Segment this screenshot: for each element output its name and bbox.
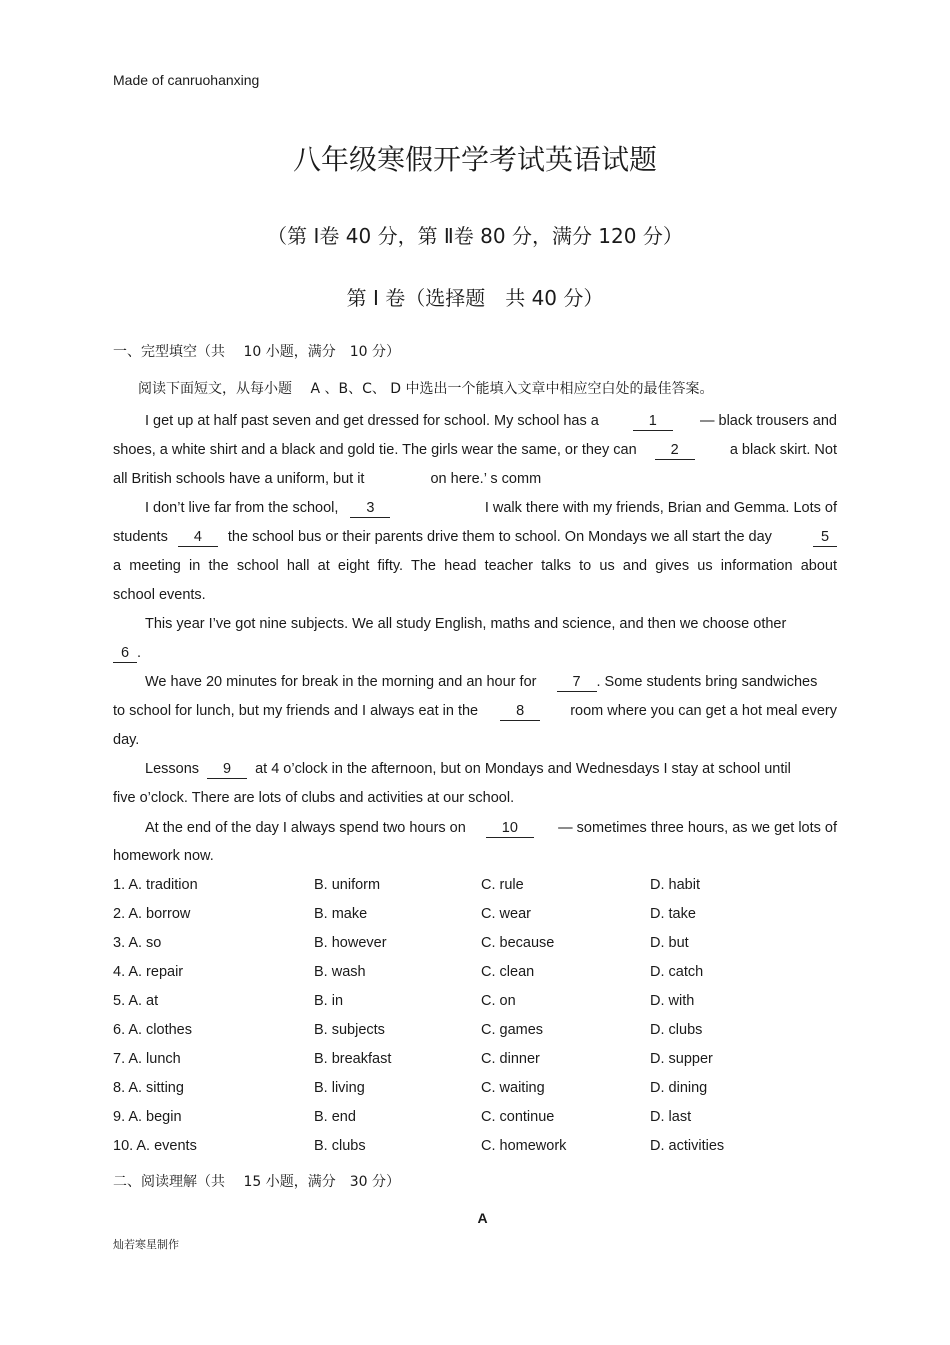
option: B. breakfast bbox=[314, 1051, 392, 1067]
passage-line: This year I’ve got nine subjects. We all study English, maths and science, and then we choose other bbox=[145, 616, 787, 632]
passage-line: I get up at half past seven and get dressed for school. My school has a 1 — black trousers and bbox=[145, 413, 837, 429]
blank-1: 1 bbox=[633, 412, 673, 431]
footer-note: 灿若寒星制作 bbox=[113, 1238, 179, 1251]
option: B. living bbox=[314, 1080, 365, 1096]
blank-8: 8 bbox=[500, 702, 540, 721]
blank-9: 9 bbox=[207, 760, 247, 779]
blank-4: 4 bbox=[178, 528, 218, 547]
option: 7. A. lunch bbox=[113, 1051, 181, 1067]
option: D. supper bbox=[650, 1051, 713, 1067]
option: 3. A. so bbox=[113, 935, 162, 951]
section-heading-cloze: 一、完型填空（共 10 小题，满分 10 分） bbox=[113, 344, 400, 360]
option: C. homework bbox=[481, 1138, 567, 1154]
passage-line: all British schools have a uniform, but it on here.’ s comm bbox=[113, 471, 542, 487]
option: B. make bbox=[314, 906, 368, 922]
passage-line: 6 . bbox=[113, 642, 837, 664]
passage-line: five o’clock. There are lots of clubs and activities at our school. bbox=[113, 790, 515, 806]
part-one-title: 第 Ⅰ 卷（选择题 共 40 分） bbox=[346, 286, 604, 310]
option: D. activities bbox=[650, 1138, 725, 1154]
passage-line: At the end of the day I always spend two hours on 10 — sometimes three hours, as we get lots of bbox=[145, 820, 837, 836]
blank-3: 3 bbox=[350, 499, 390, 518]
passage-line: day. bbox=[113, 732, 140, 748]
option: D. but bbox=[650, 935, 689, 951]
option: 1. A. tradition bbox=[113, 877, 198, 893]
passage-line: students 4 the school bus or their parents drive them to school. On Mondays we all start the day 5 bbox=[113, 526, 837, 548]
option: C. dinner bbox=[481, 1051, 540, 1067]
passage-line: school events. bbox=[113, 587, 206, 603]
option: C. continue bbox=[481, 1109, 555, 1125]
option: B. subjects bbox=[314, 1022, 385, 1038]
option: 5. A. at bbox=[113, 993, 159, 1009]
passage-line: to school for lunch, but my friends and I always eat in the 8 room where you can get a hot meal every bbox=[113, 703, 837, 719]
blank-7: 7 bbox=[557, 673, 597, 692]
score-subtitle: （第 Ⅰ卷 40 分，第 Ⅱ卷 80 分，满分 120 分） bbox=[267, 224, 683, 248]
page-title: 八年级寒假开学考试英语试题 bbox=[292, 143, 657, 176]
option: 10. A. events bbox=[113, 1138, 197, 1154]
passage-line: I don’t live far from the school, 3 I walk there with my friends, Brian and Gemma. Lots of bbox=[145, 500, 837, 516]
option: D. habit bbox=[650, 877, 700, 893]
option: C. games bbox=[481, 1022, 544, 1038]
option: B. clubs bbox=[314, 1138, 366, 1154]
option: D. with bbox=[650, 993, 695, 1009]
passage-line: homework now. bbox=[113, 848, 214, 864]
blank-5: 5 bbox=[813, 528, 837, 547]
option: D. catch bbox=[650, 964, 704, 980]
passage-label: A bbox=[477, 1210, 488, 1226]
option: D. dining bbox=[650, 1080, 708, 1096]
passage-line: shoes, a white shirt and a black and gold tie. The girls wear the same, or they can 2 a black skirt. Not bbox=[113, 442, 837, 458]
blank-2: 2 bbox=[655, 441, 695, 460]
section-instruction: 阅读下面短文，从每小题 A 、B、C、 D 中选出一个能填入文章中相应空白处的最佳答案。 bbox=[138, 381, 714, 397]
header-note: Made of canruohanxing bbox=[113, 72, 260, 88]
option: 6. A. clothes bbox=[113, 1022, 192, 1038]
option: C. on bbox=[481, 993, 516, 1009]
passage-line: a meeting in the school hall at eight fifty. The head teacher talks to us and gives us information about bbox=[113, 558, 837, 574]
section-heading-reading: 二、阅读理解（共 15 小题，满分 30 分） bbox=[113, 1174, 400, 1190]
option: D. clubs bbox=[650, 1022, 703, 1038]
option: B. in bbox=[314, 993, 344, 1009]
passage-line: Lessons 9 at 4 o’clock in the afternoon, but on Mondays and Wednesdays I stay at school until bbox=[145, 761, 791, 777]
option: C. clean bbox=[481, 964, 535, 980]
option: 8. A. sitting bbox=[113, 1080, 184, 1096]
option: B. end bbox=[314, 1109, 356, 1125]
option: D. last bbox=[650, 1109, 692, 1125]
option: C. wear bbox=[481, 906, 531, 922]
passage-line: We have 20 minutes for break in the morning and an hour for 7 . Some students bring sandwiches bbox=[145, 674, 818, 690]
option: D. take bbox=[650, 906, 696, 922]
option: B. wash bbox=[314, 964, 366, 980]
option: C. waiting bbox=[481, 1080, 545, 1096]
blank-10: 10 bbox=[486, 819, 534, 838]
option: B. however bbox=[314, 935, 387, 951]
option: 9. A. begin bbox=[113, 1109, 182, 1125]
blank-6: 6 bbox=[113, 644, 137, 663]
option: C. because bbox=[481, 935, 555, 951]
option: 2. A. borrow bbox=[113, 906, 191, 922]
option: B. uniform bbox=[314, 877, 381, 893]
option: C. rule bbox=[481, 877, 524, 893]
option: 4. A. repair bbox=[113, 964, 184, 980]
